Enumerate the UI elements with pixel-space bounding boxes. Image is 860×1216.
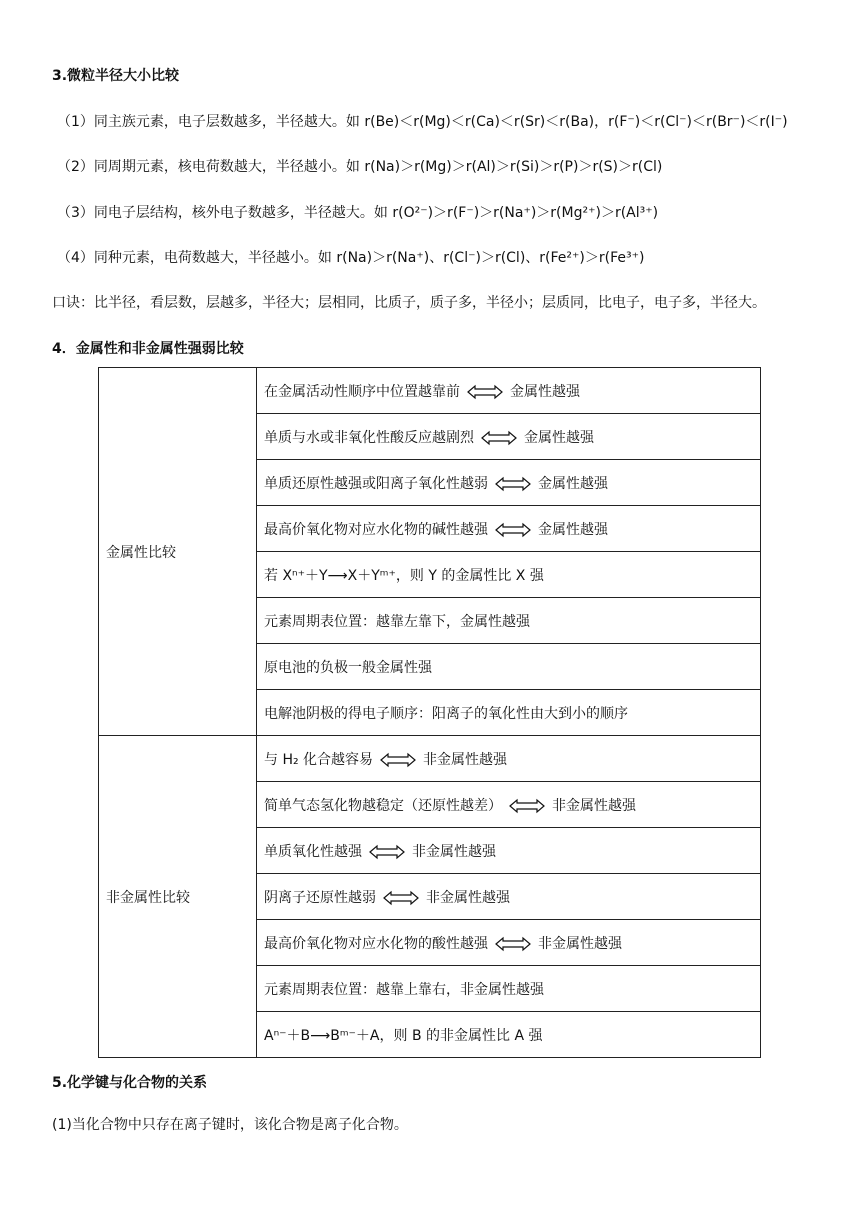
criterion-conclusion: 非金属性越强 xyxy=(412,843,496,860)
criterion-condition: 最高价氧化物对应水化物的酸性越强 xyxy=(264,935,488,952)
criterion-condition: 元素周期表位置：越靠左靠下，金属性越强 xyxy=(264,613,530,630)
criterion-cell xyxy=(257,414,761,460)
double-arrow-icon xyxy=(508,798,546,814)
radius-rule-3: （3）同电子层结构，核外电子数越多，半径越大。如 r(O²⁻)＞r(F⁻)＞r(Na⁺)＞r(Mg²⁺)＞r(Al³⁺) xyxy=(57,205,659,221)
criterion-cell xyxy=(257,644,761,690)
bond-rule-1: (1)当化合物中只存在离子键时，该化合物是离子化合物。 xyxy=(52,1117,408,1133)
criterion-conclusion: 非金属性越强 xyxy=(426,889,510,906)
radius-rule-2: （2）同周期元素，核电荷数越大，半径越小。如 r(Na)＞r(Mg)＞r(Al)＞r(Si)＞r(P)＞r(S)＞r(Cl) xyxy=(57,159,663,175)
criterion-condition: Aⁿ⁻＋B⟶Bᵐ⁻＋A，则 B 的非金属性比 A 强 xyxy=(264,1027,543,1044)
comparison-table xyxy=(98,367,761,1058)
table-row xyxy=(99,368,761,414)
criterion-cell xyxy=(257,874,761,920)
criterion-cell xyxy=(257,690,761,736)
criterion-condition: 与 H₂ 化合越容易 xyxy=(264,751,374,768)
double-arrow-icon xyxy=(368,844,406,860)
criterion-conclusion: 非金属性越强 xyxy=(423,751,508,768)
criterion-cell xyxy=(257,1012,761,1058)
criterion-conclusion: 金属性越强 xyxy=(524,429,594,446)
double-arrow-icon xyxy=(494,936,532,952)
criterion-cell xyxy=(257,552,761,598)
criterion-conclusion: 金属性越强 xyxy=(510,383,580,400)
section-5-title: 5.化学键与化合物的关系 xyxy=(52,1075,208,1091)
section-3-title: 3.微粒半径大小比较 xyxy=(52,68,180,84)
radius-rule-4: （4）同种元素，电荷数越大，半径越小。如 r(Na)＞r(Na⁺)、r(Cl⁻)＞r(Cl)、r(Fe²⁺)＞r(Fe³⁺) xyxy=(57,250,645,266)
criterion-cell xyxy=(257,368,761,414)
criterion-cell xyxy=(257,920,761,966)
criterion-condition: 若 Xⁿ⁺＋Y⟶X＋Yᵐ⁺，则 Y 的金属性比 X 强 xyxy=(264,567,544,584)
double-arrow-icon xyxy=(480,430,518,446)
criterion-condition: 阴离子还原性越弱 xyxy=(264,889,376,906)
criterion-condition: 简单气态氢化物越稳定（还原性越差） xyxy=(264,797,502,814)
nonmetal-category-label: 非金属性比较 xyxy=(99,736,257,1058)
criterion-cell xyxy=(257,782,761,828)
criterion-conclusion: 非金属性越强 xyxy=(552,797,636,814)
criterion-condition: 元素周期表位置：越靠上靠右，非金属性越强 xyxy=(264,981,544,998)
criterion-cell xyxy=(257,506,761,552)
criterion-cell xyxy=(257,828,761,874)
metal-category-label: 金属性比较 xyxy=(99,368,257,736)
criterion-cell xyxy=(257,460,761,506)
double-arrow-icon xyxy=(494,522,532,538)
criterion-conclusion: 金属性越强 xyxy=(538,521,608,538)
double-arrow-icon xyxy=(382,890,420,906)
criterion-conclusion: 金属性越强 xyxy=(538,475,608,492)
double-arrow-icon xyxy=(494,476,532,492)
criterion-condition: 电解池阴极的得电子顺序：阳离子的氧化性由大到小的顺序 xyxy=(264,705,628,722)
criterion-condition: 单质氧化性越强 xyxy=(264,843,362,860)
criterion-condition: 在金属活动性顺序中位置越靠前 xyxy=(264,383,460,400)
mnemonic: 口诀：比半径，看层数，层越多，半径大；层相同，比质子，质子多，半径小；层质同，比电子，电子多，半径大。 xyxy=(52,295,766,311)
radius-rule-1: （1）同主族元素，电子层数越多，半径越大。如 r(Be)＜r(Mg)＜r(Ca)＜r(Sr)＜r(Ba)，r(F⁻)＜r(Cl⁻)＜r(Br⁻)＜r(I⁻) xyxy=(57,114,788,130)
criterion-cell xyxy=(257,598,761,644)
criterion-condition: 原电池的负极一般金属性强 xyxy=(264,659,432,676)
section-4-title: 4．金属性和非金属性强弱比较 xyxy=(52,341,244,357)
criterion-condition: 单质与水或非氧化性酸反应越剧烈 xyxy=(264,429,474,446)
double-arrow-icon xyxy=(466,384,504,400)
criterion-cell xyxy=(257,736,761,782)
double-arrow-icon xyxy=(379,752,417,768)
criterion-condition: 最高价氧化物对应水化物的碱性越强 xyxy=(264,521,488,538)
criterion-cell xyxy=(257,966,761,1012)
criterion-conclusion: 非金属性越强 xyxy=(538,935,622,952)
criterion-condition: 单质还原性越强或阳离子氧化性越弱 xyxy=(264,475,488,492)
table-row xyxy=(99,736,761,782)
